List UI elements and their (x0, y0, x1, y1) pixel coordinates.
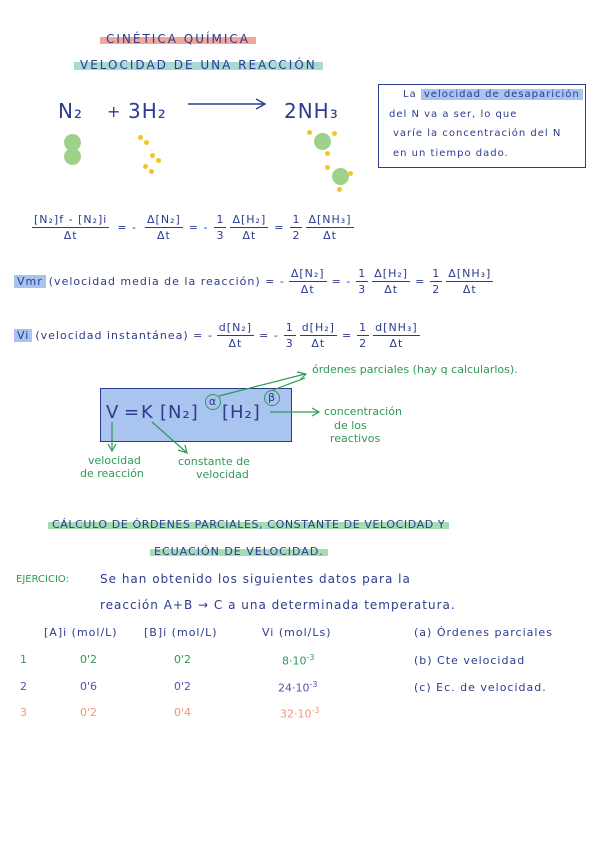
label-concentration-1: concentración (324, 405, 402, 418)
coef-half: $\frac{1}{2}$ (292, 213, 301, 242)
row-3-b: 0'4 (174, 706, 192, 719)
note-line-1: La velocidad de desaparición (403, 89, 583, 100)
subtitle: VELOCIDAD DE UNA REACCIÓN (74, 58, 323, 72)
label-constant-2: velocidad (196, 468, 249, 481)
exercise-line-1: Se han obtenido los siguientes datos para la (100, 572, 411, 586)
label-concentration-2: de los (334, 419, 367, 432)
rate-law-h2-conc: [H₂] (222, 402, 261, 423)
label-partial-orders: órdenes parciales (hay q calcularlos). (312, 363, 518, 376)
fraction-n2: $\frac{\text{Δ[N₂]}}{\Delta t}$ (147, 213, 181, 242)
vmr-tag: Vmr (14, 275, 46, 288)
rate-definition-equation: $\frac{\text{[N₂]f - [N₂]i}}{\Delta t}$ = - $\frac{\text{Δ[N₂]}}{\Delta t}$ = - $\frac{1}{3}$ $\frac{\text{Δ[H₂]}}{\Delta t}$ = $\frac{1}{2}$ $\frac{\text{Δ[NH₃]}}{\Delta t}$ (34, 213, 352, 242)
row-3-a: 0'2 (80, 706, 98, 719)
rate-law-equals: = (124, 402, 141, 423)
alpha-exponent: α (205, 394, 221, 410)
label-concentration-3: reactivos (330, 432, 381, 445)
vi-tag: Vi (14, 329, 32, 342)
main-title: CINÉTICA QUÍMICA (100, 32, 256, 46)
row-3-number: 3 (20, 706, 27, 719)
row-3-v: $32\cdot 10^{-3}$ (280, 706, 320, 721)
beta-exponent: β (264, 390, 280, 406)
label-constant-1: constante de (178, 455, 250, 468)
exercise-tag: EJERCICIO: (16, 574, 69, 585)
coef-third: $\frac{1}{3}$ (216, 213, 225, 242)
product-nh3: 2NH₃ (284, 99, 339, 123)
section2-title-1: CÁLCULO DE ÓRDENES PARCIALES, CONSTANTE DE VELOCIDAD Y (48, 518, 449, 531)
row-1-v: $8\cdot 10^{-3}$ (282, 653, 315, 668)
note-line-2: del N va a ser, lo que (389, 109, 518, 120)
rate-law-n2-conc: [N₂] (160, 402, 199, 423)
row-2-b: 0'2 (174, 680, 192, 693)
row-2-number: 2 (20, 680, 27, 693)
rate-law-v: V (106, 402, 120, 423)
section2-title-2: ECUACIÓN DE VELOCIDAD. (150, 545, 328, 558)
col-header-v: Vi (mol/Ls) (262, 626, 332, 639)
fraction-difference: $\frac{\text{[N₂]f - [N₂]i}}{\Delta t}$ (34, 213, 108, 242)
row-1-number: 1 (20, 653, 27, 666)
row-1-b: 0'2 (174, 653, 192, 666)
note-line-4: en un tiempo dado. (393, 148, 509, 159)
row-2-v: $24\cdot 10^{-3}$ (278, 680, 318, 695)
rate-law-k: K (141, 402, 154, 423)
question-a: (a) Órdenes parciales (414, 626, 553, 639)
label-rate-2: de reacción (80, 467, 144, 480)
label-rate-1: velocidad (88, 454, 141, 467)
question-b: (b) Cte velocidad (414, 654, 526, 667)
col-header-b: [B]i (mol/L) (144, 626, 218, 639)
question-c: (c) Ec. de velocidad. (414, 681, 547, 694)
row-1-a: 0'2 (80, 653, 98, 666)
col-header-a: [A]i (mol/L) (44, 626, 118, 639)
instant-rate-equation: Vi (velocidad instantánea) = - $\frac{\text{d[N₂]}}{\Delta t}$ = - $\frac{1}{3}$ $\frac{\text{d[H₂]}}{\Delta t}$ = $\frac{1}{2}$ $\frac{\text{d[NH₃]}}{\Delta t}$ (14, 320, 422, 351)
note-line-3: varíe la concentración del N (393, 128, 562, 139)
plus-sign: + (107, 102, 122, 121)
vi-description: (velocidad instantánea) = - (35, 329, 213, 342)
reactant-h2: 3H₂ (128, 99, 167, 123)
average-rate-equation: Vmr (velocidad media de la reacción) = - $\frac{\text{Δ[N₂]}}{\Delta t}$ = - $\frac{1}{3}$ $\frac{\text{Δ[H₂]}}{\Delta t}$ = $\frac{1}{2}$ $\frac{\text{Δ[NH₃]}}{\Delta t}$ (14, 266, 495, 297)
reactant-n2: N₂ (58, 99, 83, 123)
exercise-line-2: reacción A+B → C a una determinada temperatura. (100, 598, 456, 612)
fraction-nh3: $\frac{\text{Δ[NH₃]}}{\Delta t}$ (308, 213, 352, 242)
vmr-description: (velocidad media de la reacción) = - (48, 275, 285, 288)
fraction-h2: $\frac{\text{Δ[H₂]}}{\Delta t}$ (232, 213, 267, 242)
row-2-a: 0'6 (80, 680, 98, 693)
